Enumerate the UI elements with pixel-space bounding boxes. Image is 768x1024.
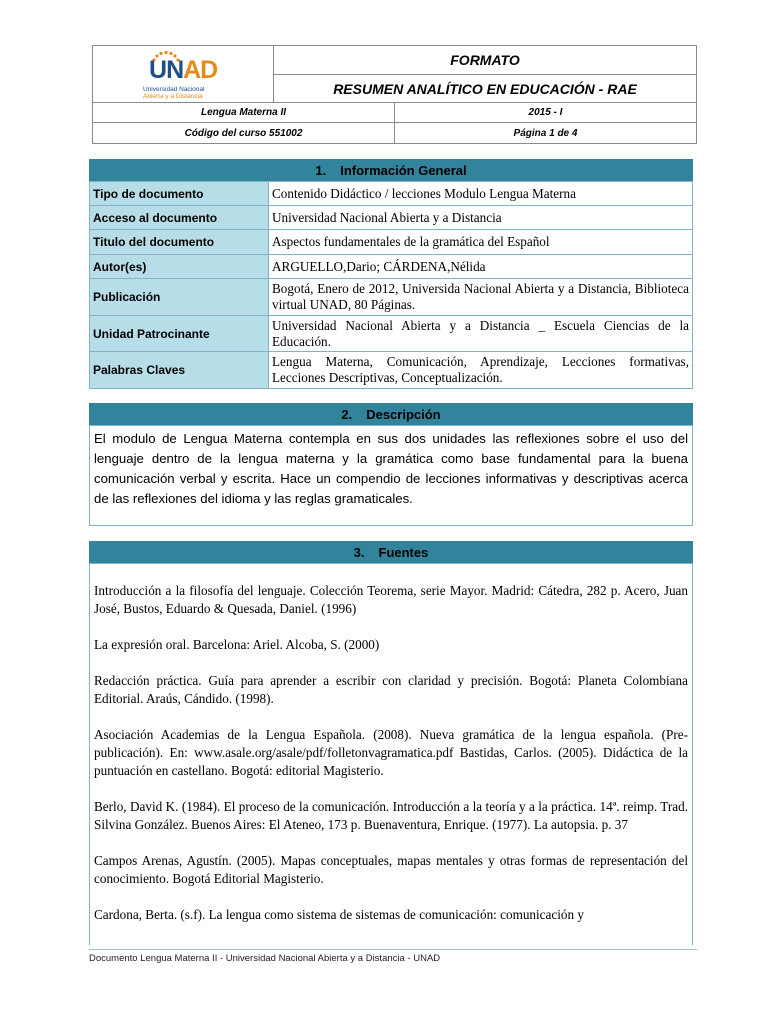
fuentes-heading: Fuentes	[378, 544, 429, 560]
descripcion-heading-number: 2.	[341, 406, 353, 422]
fuentes-heading-number: 3.	[353, 544, 365, 560]
row-value: Bogotá, Enero de 2012, Universida Nacional Abierta y a Distancia, Biblioteca virtual UNAD, 80 Páginas.	[269, 279, 693, 316]
course-name: Lengua Materna II	[93, 103, 395, 123]
list-item: Introducción a la filosofía del lenguaje. Colección Teorema, serie Mayor. Madrid: Cátedra, 282 p. Acero, Juan José, Bustos, Eduardo & Quesada, Daniel. (1996)	[94, 583, 688, 616]
table-row	[90, 316, 693, 352]
row-label: Publicación	[90, 279, 269, 316]
row-value: Lengua Materna, Comunicación, Aprendizaje, Lecciones formativas, Lecciones Descriptivas, Conceptualización.	[269, 352, 693, 389]
page-number: Página 1 de 4	[513, 127, 578, 139]
row-label: Palabras Claves	[90, 352, 269, 389]
table-row	[90, 230, 693, 255]
general-heading-number: 1.	[315, 162, 327, 178]
table-row	[90, 279, 693, 316]
rae-title: RESUMEN ANALÍTICO EN EDUCACIÓN - RAE	[274, 75, 696, 103]
row-label: Autor(es)	[90, 255, 269, 279]
fuentes-list	[89, 563, 693, 945]
document-header	[92, 45, 697, 144]
general-info-table	[89, 181, 693, 389]
footer-divider	[89, 949, 697, 950]
general-heading: Información General	[340, 162, 467, 178]
table-row	[90, 206, 693, 230]
row-label: Tipo de documento	[90, 182, 269, 206]
row-label: Unidad Patrocinante	[90, 316, 269, 352]
row-label: Titulo del documento	[90, 230, 269, 255]
list-item: Redacción práctica. Guía para aprender a escribir con claridad y precisión. Bogotá: Planeta Colombiana Editorial. Araús, Cándido. (1998).	[94, 673, 688, 706]
logo-cell	[93, 46, 274, 103]
table-row	[90, 182, 693, 206]
row-value: Universidad Nacional Abierta y a Distancia _ Escuela Ciencias de la Educación.	[269, 316, 693, 352]
row-value: Universidad Nacional Abierta y a Distancia	[269, 206, 693, 230]
fuentes-section-header	[89, 541, 693, 563]
list-item: Campos Arenas, Agustín. (2005). Mapas conceptuales, mapas mentales y otras formas de representación del conocimiento. Bogotá Editorial Magisterio.	[94, 853, 688, 886]
logo-subtitle-1: Universidad Nacional	[143, 86, 205, 93]
list-item: La expresión oral. Barcelona: Ariel. Alcoba, S. (2000)	[94, 637, 380, 652]
descripcion-text: El modulo de Lengua Materna contempla en sus dos unidades las reflexiones sobre el uso del lenguaje dentro de la lengua materna y la gramática como base fundamental para la buena comunicación verbal y escrita. Hace un compendio de lecciones informativas y descriptivas acerca de las reflexiones del idioma y las reglas gramaticales.	[89, 425, 693, 526]
list-item: Berlo, David K. (1984). El proceso de la comunicación. Introducción a la teoría y a la práctica. 14ª. reimp. Trad. Silvina González. Buenos Aires: El Ateneo, 173 p. Buenaventura, Enrique. (1977). La autopsia. p. 37	[94, 799, 688, 832]
page-footer: Documento Lengua Materna II - Universidad Nacional Abierta y a Distancia - UNAD	[89, 953, 441, 964]
table-row	[90, 352, 693, 389]
list-item: Cardona, Berta. (s.f). La lengua como sistema de sistemas de comunicación: comunicación y	[94, 907, 584, 922]
row-label: Acceso al documento	[90, 206, 269, 230]
course-period: 2015 - I	[395, 103, 696, 123]
descripcion-section-header	[89, 403, 693, 425]
list-item: Asociación Academias de la Lengua Española. (2008). Nueva gramática de la lengua española. (Pre-publicación). En: www.asale.org/asale/pdf/folletonvagramatica.pdf Bastidas, Carlos. (2005). Didáctica de la puntuación en castellano. Bogotá: editorial Magisterio.	[94, 727, 688, 778]
logo-wordmark: UNAD	[149, 56, 218, 84]
row-value: Contenido Didáctico / lecciones Modulo Lengua Materna	[269, 182, 693, 206]
descripcion-heading: Descripción	[366, 406, 441, 422]
logo-subtitle-2: Abierta y a Distancia	[143, 93, 203, 100]
table-row	[90, 255, 693, 279]
general-section-header	[89, 159, 693, 181]
unad-logo	[143, 50, 233, 100]
row-value: Aspectos fundamentales de la gramática del Español	[269, 230, 693, 255]
row-value: ARGUELLO,Dario; CÁRDENA,Nélida	[269, 255, 693, 279]
course-code: Código del curso 551002	[93, 123, 395, 143]
formato-title: FORMATO	[274, 46, 696, 75]
